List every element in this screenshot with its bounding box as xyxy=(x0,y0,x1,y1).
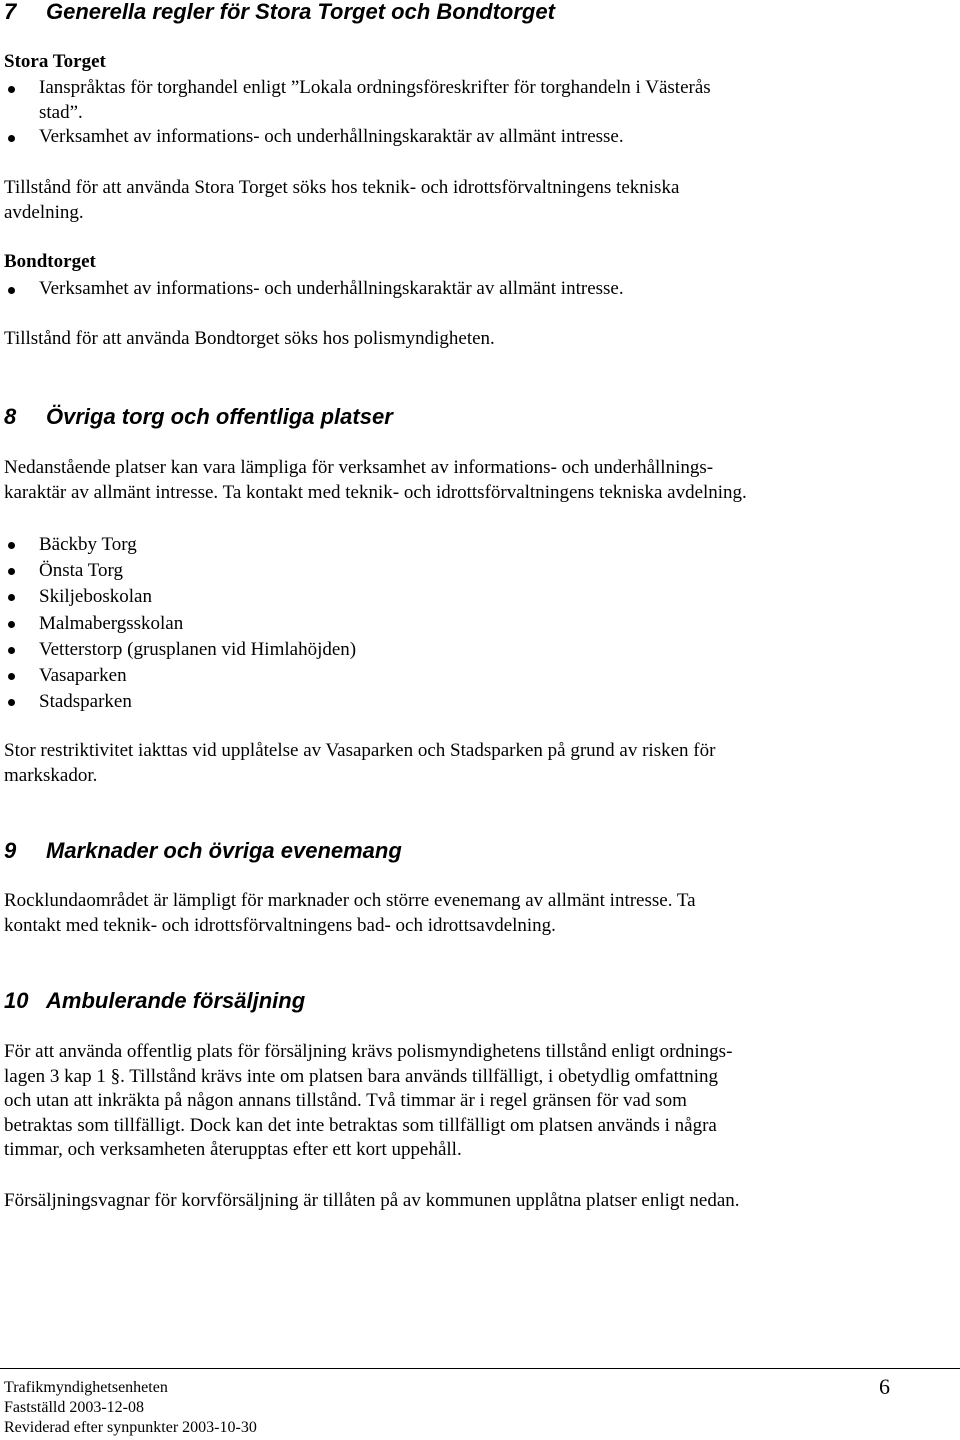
list-item xyxy=(0,584,356,610)
paragraph-line: avdelning. xyxy=(4,201,84,223)
section-10-paragraph-2 xyxy=(4,1189,944,1214)
paragraph-line: betraktas som tillfälligt. Dock kan det inte betraktas som tillfälligt om platsen används i några xyxy=(4,1114,717,1136)
list-item xyxy=(0,277,624,302)
bullet-icon xyxy=(8,542,15,549)
list-item-text: Önsta Torg xyxy=(39,560,123,582)
section-9-number: 9 xyxy=(4,838,17,863)
bullet-icon xyxy=(8,287,15,294)
section-7-heading xyxy=(4,0,555,24)
footer-revised-date: Reviderad efter synpunkter 2003-10-30 xyxy=(4,1419,257,1436)
bullet-icon xyxy=(8,699,15,706)
list-item-text: Skiljeboskolan xyxy=(39,586,152,608)
paragraph-line: Stor restriktivitet iakttas vid upplåtelse av Vasaparken och Stadsparken på grund av risken för xyxy=(4,740,716,761)
section-10-number: 10 xyxy=(4,988,29,1013)
footer-divider xyxy=(0,1368,960,1369)
list-item xyxy=(0,637,356,663)
list-item-text: Stadsparken xyxy=(39,691,132,713)
paragraph-line: markskador. xyxy=(4,764,98,786)
list-item-text: Vasaparken xyxy=(39,665,127,687)
section-9-paragraph xyxy=(4,889,944,938)
bullet-icon xyxy=(8,86,15,93)
bullet-icon xyxy=(8,621,15,628)
section-10-heading xyxy=(4,989,305,1013)
section-8-note xyxy=(4,739,944,788)
bullet-icon xyxy=(8,568,15,575)
list-item xyxy=(0,611,356,637)
bondtorget-permit-paragraph xyxy=(4,327,944,352)
bullet-icon xyxy=(8,135,15,142)
paragraph-line: För att använda offentlig plats för försäljning krävs polismyndighetens tillstånd enligt ordnings- xyxy=(4,1041,733,1062)
section-9-heading xyxy=(4,839,402,863)
paragraph-line: Nedanstående platser kan vara lämpliga för verksamhet av informations- och underhållnings- xyxy=(4,457,714,478)
paragraph-line: lagen 3 kap 1 §. Tillstånd krävs inte om platsen bara används tillfälligt, i obetydlig omfattning xyxy=(4,1065,718,1087)
page-number: 6 xyxy=(879,1374,890,1399)
footer xyxy=(4,1378,257,1438)
list-item xyxy=(0,663,356,689)
bullet-icon xyxy=(8,673,15,680)
bullet-icon xyxy=(8,647,15,654)
paragraph-line: Försäljningsvagnar för korvförsäljning är tillåten på av kommunen upplåtna platser enligt nedan. xyxy=(4,1190,740,1211)
paragraph-line: och utan att inkräkta på någon annans tillstånd. Två timmar är i regel gränsen för vad som xyxy=(4,1090,687,1111)
stora-torget-heading: Stora Torget xyxy=(4,51,106,72)
list-item-text: Ianspråktas för torghandel enligt ”Lokala ordningsföreskrifter för torghandeln i Västerås xyxy=(39,77,711,98)
section-7-number: 7 xyxy=(4,0,17,24)
list-item-text: Vetterstorp (grusplanen vid Himlahöjden) xyxy=(39,638,357,660)
section-8-number: 8 xyxy=(4,404,17,429)
section-7-title: Generella regler för Stora Torget och Bondtorget xyxy=(46,0,555,24)
list-item xyxy=(0,76,711,125)
list-item xyxy=(0,125,711,150)
stora-torget-permit-paragraph xyxy=(4,176,944,225)
list-item xyxy=(0,532,356,558)
section-10-title: Ambulerande försäljning xyxy=(46,988,306,1013)
section-9-title: Marknader och övriga evenemang xyxy=(46,838,402,863)
list-item xyxy=(0,689,356,715)
footer-established-date: Fastställd 2003-12-08 xyxy=(4,1399,144,1416)
list-item-text: Verksamhet av informations- och underhållningskaraktär av allmänt intresse. xyxy=(39,126,624,147)
section-8-title: Övriga torg och offentliga platser xyxy=(46,404,393,429)
paragraph-line: Rocklundaområdet är lämpligt för marknader och större evenemang av allmänt intresse. Ta xyxy=(4,890,696,911)
paragraph-line: kontakt med teknik- och idrottsförvaltningens bad- och idrottsavdelning. xyxy=(4,914,556,936)
list-item xyxy=(0,558,356,584)
list-item-text-continued: stad”. xyxy=(39,101,83,123)
list-item-text: Bäckby Torg xyxy=(39,534,137,555)
paragraph-line: Tillstånd för att använda Stora Torget söks hos teknik- och idrottsförvaltningens tekniska xyxy=(4,177,680,198)
paragraph-line: Tillstånd för att använda Bondtorget söks hos polismyndigheten. xyxy=(4,328,495,349)
section-10-paragraph-1 xyxy=(4,1040,944,1163)
section-8-heading xyxy=(4,405,393,429)
list-item-text: Malmabergsskolan xyxy=(39,612,184,634)
bondtorget-heading: Bondtorget xyxy=(4,251,96,272)
paragraph-line: timmar, och verksamheten återupptas efter ett kort uppehåll. xyxy=(4,1139,462,1160)
bondtorget-list xyxy=(0,277,624,302)
places-list xyxy=(0,532,356,715)
stora-torget-list xyxy=(0,76,711,150)
footer-unit: Trafikmyndighetsenheten xyxy=(4,1379,168,1396)
list-item-text: Verksamhet av informations- och underhållningskaraktär av allmänt intresse. xyxy=(39,278,624,299)
section-8-intro xyxy=(4,456,944,505)
paragraph-line: karaktär av allmänt intresse. Ta kontakt med teknik- och idrottsförvaltningens tekniska avdelning. xyxy=(4,481,747,503)
bullet-icon xyxy=(8,594,15,601)
